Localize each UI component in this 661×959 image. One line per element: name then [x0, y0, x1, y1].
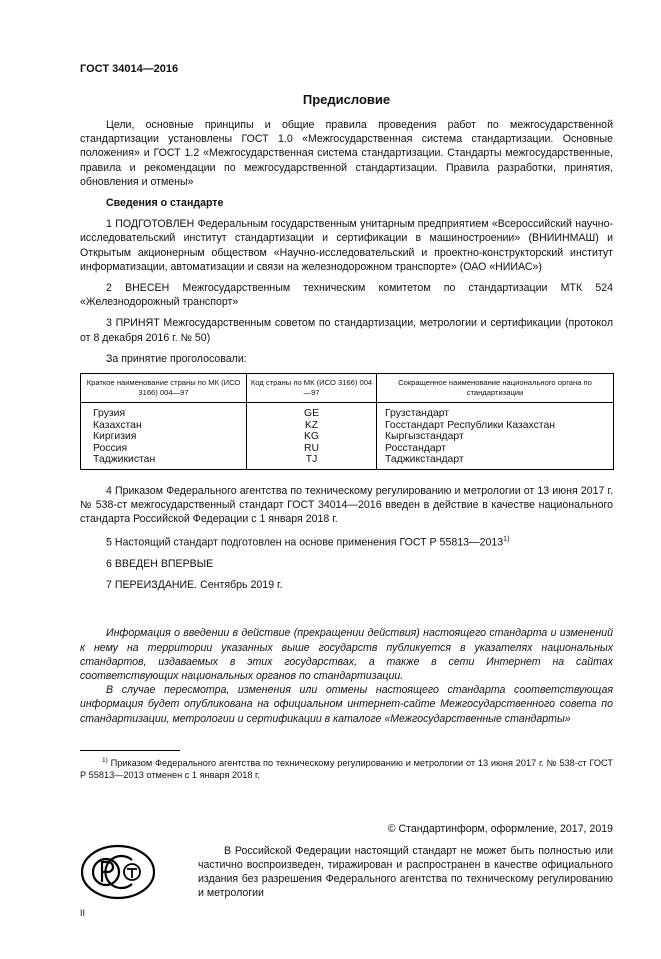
footnote-divider: [80, 750, 180, 751]
page-content: [80, 0, 613, 959]
authority-cell: Кыргызстандарт: [377, 431, 614, 443]
code-cell: RU: [247, 443, 377, 455]
table-row: [81, 454, 614, 469]
section-heading: Сведения о стандарте: [106, 197, 224, 210]
page-number: II: [80, 907, 86, 918]
code-cell: GE: [247, 403, 377, 420]
country-cell: Таджикистан: [93, 454, 156, 466]
voting-table: [80, 373, 614, 470]
authority-cell: Грузстандарт: [377, 403, 614, 420]
header-country: Краткое наименование страны по МК (ИСО 3166) 004—97: [81, 374, 247, 403]
header-code: Код страны по МК (ИСО 3166) 004—97: [247, 374, 377, 403]
table-row: [81, 443, 614, 455]
rst-logo: [80, 844, 156, 903]
item-7: 7 ПЕРЕИЗДАНИЕ. Сентябрь 2019 г.: [106, 579, 283, 592]
table-row: [81, 420, 614, 432]
info-paragraph-2: В случае пересмотра, изменения или отмены настоящего стандарта соответствующая информация будет опубликована на официальном интернет-сайте Межгосударственного совета по стандартизации, метрологии и сертификации в каталоге «Межгосударственные стандарты»: [80, 684, 613, 725]
code-cell: KZ: [247, 420, 377, 432]
authority-cell: Госстандарт Республики Казахстан: [377, 420, 614, 432]
footnote-mark: 1): [102, 756, 108, 764]
table-row: [81, 431, 614, 443]
footnote-ref: 1): [503, 536, 510, 544]
item-5: [80, 533, 613, 550]
info-paragraph-1: Информация о введении в действие (прекращении действия) настоящего стандарта и изменений к нему на территории указанных выше государств публикуется в указателях национальных стандартов, издаваемых в этих государствах, а также в сети Интернет на сайтах соответствующих национальных органов по стандартизации.: [80, 627, 613, 682]
document-id-header: ГОСТ 34014—2016: [80, 63, 179, 75]
rights-block: [80, 844, 613, 903]
item-1: 1 ПОДГОТОВЛЕН Федеральным государственным унитарным предприятием «Всероссийский научно-исследовательский институт стандартизации и сертификации в машиностроении» (ВНИИНМАШ) и Открытым акционерным обществом «Научно-исследовательский и проектно-конструкторский институт информатизации, автоматизации и связи на железнодорожном транспорте» (ОАО «НИИАС»): [80, 218, 613, 273]
country-cell: Киргизия: [93, 431, 137, 443]
country-cell: Казахстан: [93, 419, 142, 431]
item-4: 4 Приказом Федерального агентства по техническому регулированию и метрологии от 13 июня 2017 г. № 538-ст межгосударственный стандарт ГОСТ 34014—2016 введен в действие в качестве национального стандарта Российской Федерации с 1 января 2018 г.: [80, 484, 613, 525]
item-5-text: 5 Настоящий стандарт подготовлен на основе применения ГОСТ Р 55813—2013: [106, 536, 504, 549]
rights-notice: В Российской Федерации настоящий стандарт не может быть полностью или частично воспроизведен, тиражирован и распространен в качестве официального издания без разрешения Федерального агентства по техническому регулированию и метрологии: [198, 844, 613, 899]
page-title: Предисловие: [302, 92, 391, 107]
country-cell: Россия: [93, 442, 128, 454]
footnote-text: Приказом Федерального агентства по техническому регулированию и метрологии от 13 июня 2017 г. № 538-ст ГОСТ Р 55813—2013 отменен с 1 января 2018 г.: [80, 757, 613, 781]
copyright: © Стандартинформ, оформление, 2017, 2019: [387, 822, 613, 835]
code-cell: KG: [247, 431, 377, 443]
voted-label: За принятие проголосовали:: [106, 352, 247, 365]
authority-cell: Таджикстандарт: [377, 454, 614, 469]
country-cell: Грузия: [93, 408, 126, 420]
item-2: 2 ВНЕСЕН Межгосударственным техническим комитетом по стандартизации МТК 524 «Железнодорожный транспорт»: [80, 282, 613, 309]
header-authority: Сокращенное наименование национального органа по стандартизации: [377, 374, 614, 403]
code-cell: TJ: [247, 454, 377, 469]
footnote: [80, 755, 613, 782]
item-3: 3 ПРИНЯТ Межгосударственным советом по стандартизации, метрологии и сертификации (протокол от 8 декабря 2016 г. № 50): [80, 317, 613, 344]
intro-paragraph: Цели, основные принципы и общие правила проведения работ по межгосударственной стандартизации установлены ГОСТ 1.0 «Межгосударственная система стандартизации. Основные положения» и ГОСТ 1.2 «Межгосударственная система стандартизации. Стандарты межгосударственные, правила и рекомендации по межгосударственной стандартизации. Правила разработки, принятия, обновления и отмены»: [80, 119, 613, 188]
item-6: 6 ВВЕДЕН ВПЕРВЫЕ: [106, 557, 214, 570]
table-row: [81, 403, 614, 420]
authority-cell: Росстандарт: [377, 443, 614, 455]
